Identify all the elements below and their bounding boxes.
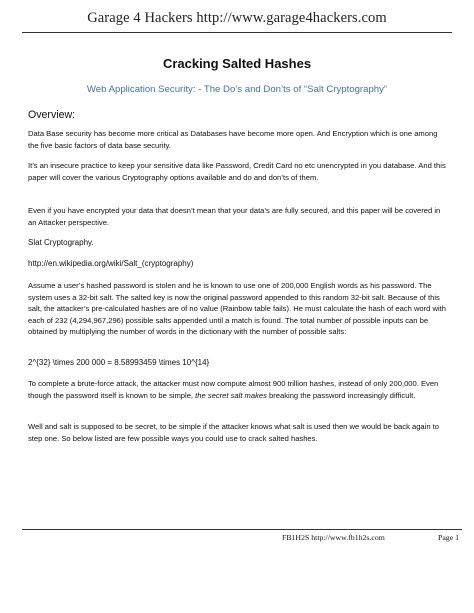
page-number: Page 1 xyxy=(438,533,460,542)
brute-force-italic-text: the secret salt makes xyxy=(195,390,267,400)
brute-force-text-end: breaking the password increasingly difficult. xyxy=(266,390,416,400)
paragraph-database-security: Data Base security has become more critical as Databases have become more open. And Encryption which is one among the five basic factors of data base security. xyxy=(28,129,438,150)
paragraph-secret-salt: Well and salt is supposed to be secret, to be simple if the attacker knows what salt is used then we would be back again to step one. So below listed are few possible ways you could use to crack salted hashes. xyxy=(28,422,439,443)
formula-line: 2^{32} \times 200 000 = 8.58993459 \times 10^{14} xyxy=(28,358,210,367)
document-title: Cracking Salted Hashes xyxy=(162,56,312,71)
header-divider xyxy=(22,32,452,33)
paragraph-insecure-practice: It’s an insecure practice to keep your sensitive data like Password, Credit Card no etc unencrypted in you database. And this paper will cover the various Cryptography options available and do and don’ts of them. xyxy=(28,161,446,182)
wikipedia-link[interactable]: http://en.wikipedia.org/wiki/Salt_(cryptography) xyxy=(28,259,194,268)
section-heading-overview: Overview: xyxy=(28,109,76,121)
paragraph-salt-example: Assume a user’s hashed password is stolen and he is known to use one of 200,000 English words as his password. The system uses a 32-bit salt. The salted key is now the original password appended to this random 32-bit salt. Because of this salt, the attacker’s pre-calculated hashes are of no value (Rainbow table fails). He must calculate the hash of each word with each of 232 (4,294,967,296) possible salts appended until a match is found. The total number of possible inputs can be obtained by multiplying the number of words in the dictionary with the number of possible salts: xyxy=(28,281,447,337)
footer-divider xyxy=(22,529,462,530)
paragraph-slat-cryptography: Slat Cryptography. xyxy=(28,238,94,247)
document-subtitle: Web Application Security: - The Do’s and Don’ts of “Salt Cryptography” xyxy=(86,84,388,95)
page-footer: FB1H2S http://www.fb1h2s.com xyxy=(282,533,385,542)
page-header: Garage 4 Hackers http://www.garage4hackers.com xyxy=(87,10,387,26)
paragraph-brute-force xyxy=(28,378,448,401)
paragraph-attacker-perspective: Even if you have encrypted your data that doesn’t mean that your data’s are fully secured, and this paper will be covered in an Attacker perspective. xyxy=(28,206,441,227)
brute-force-text-start: To complete a brute-force attack, the attacker must now compute almost 900 trillion hashes, instead of only 200,000. Even though the password itself is known to be simple, xyxy=(28,379,439,400)
